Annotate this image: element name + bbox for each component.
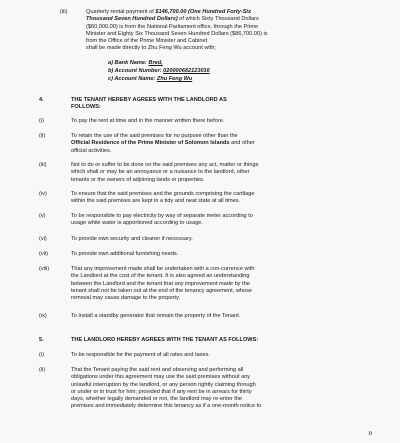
item-text: To be responsible to pay electricity by way of separate meter according to usage while water is apportioned according to usage. — [71, 213, 253, 227]
item-number: (i) — [39, 118, 44, 124]
account-number: b) Account Number: 020000682123016 — [108, 68, 210, 74]
item-text: To be responsible for the payment of all rates and taxes. — [71, 352, 210, 358]
rent-paragraph: Quarterly rental payment of $146,700.00 (One Hundred Forty-Six Thousand Seven Hundred Dollars) of which Sixty Thousand Dollars ($60,000.00) is from the National Parliament office, through the Prime Minister and Eighty Six Thousand Seven Hundred Dollars ($86,700.00) is from the Office of the Prime Minister and Cabinet shall be made directly to Zhu Feng Wu account with; — [86, 9, 268, 52]
clause-number: (iii) — [60, 9, 68, 15]
item-number: (ii) — [39, 133, 46, 139]
section-5-title: THE LANDLORD HEREBY AGREES WITH THE TENANT AS FOLLOWS: — [71, 337, 259, 343]
item-number: (iv) — [39, 191, 47, 197]
item-text: Not to do or suffer to be done on the said premises any act, matter or things which shall or may be an annoyance or a nuisance to the landlord, other tenants or the owners of adjoining lands or properties. — [71, 162, 259, 183]
section-5-number: 5. — [39, 337, 44, 343]
item-number: (ii) — [39, 367, 46, 373]
item-number: (vi) — [39, 236, 47, 242]
item-number: (i) — [39, 352, 44, 358]
item-text: To ensure that the said premises and the grounds comprising the cartilage within the said premises are kept in a tidy and neat state at all times. — [71, 191, 255, 205]
item-number: (vii) — [39, 251, 49, 257]
item-text: That any improvement made shall be undertaken with a con-currence with the Landlord at the cost of the tenant. It is also agreed an understanding between the Landlord and the tenant that any improvement made by the tenant shall not be taken out at the end of the tenancy agreement, whose removal may cause damage to the property. — [71, 266, 255, 302]
item-number: (v) — [39, 213, 46, 219]
account-name: c) Account Name: Zhu Feng Wu — [108, 76, 193, 82]
section-4-number: 4. — [39, 97, 44, 103]
section-4-title: THE TENANT HEREBY AGREES WITH THE LANDLORD AS FOLLOWS: — [71, 97, 227, 111]
item-text: To pay the rent at time and in the manner written there before. — [71, 118, 225, 124]
item-number: (iii) — [39, 162, 47, 168]
item-number: (viii) — [39, 266, 50, 272]
bank-name: a) Bank Name: Bred, — [108, 60, 163, 66]
item-text: To retain the use of the said premises for no purpose other than the Official Residence of the Prime Minister of Solomon Islands and other official activities. — [71, 133, 255, 154]
handwritten-initial: n — [368, 428, 372, 437]
item-text: That the Tenant paying the said rent and observing and performing all obligations under this agreement may use the said premises without any unlawful interruption by the landlord, or any person rightly claiming through or under or in trust for him; provided that if any rent be in arrears for thirty days, whether legally demanded or not, the landlord may re-enter the premises and immediately determine this tenancy as if a one-month notice to — [71, 367, 262, 410]
item-text: To provide own security and cleaner if necessary. — [71, 236, 193, 242]
item-text: To install a standby generator that remain the property of the Tenant. — [71, 313, 241, 319]
item-number: (ix) — [39, 313, 47, 319]
item-text: To provide own additional furnishing needs. — [71, 251, 179, 257]
